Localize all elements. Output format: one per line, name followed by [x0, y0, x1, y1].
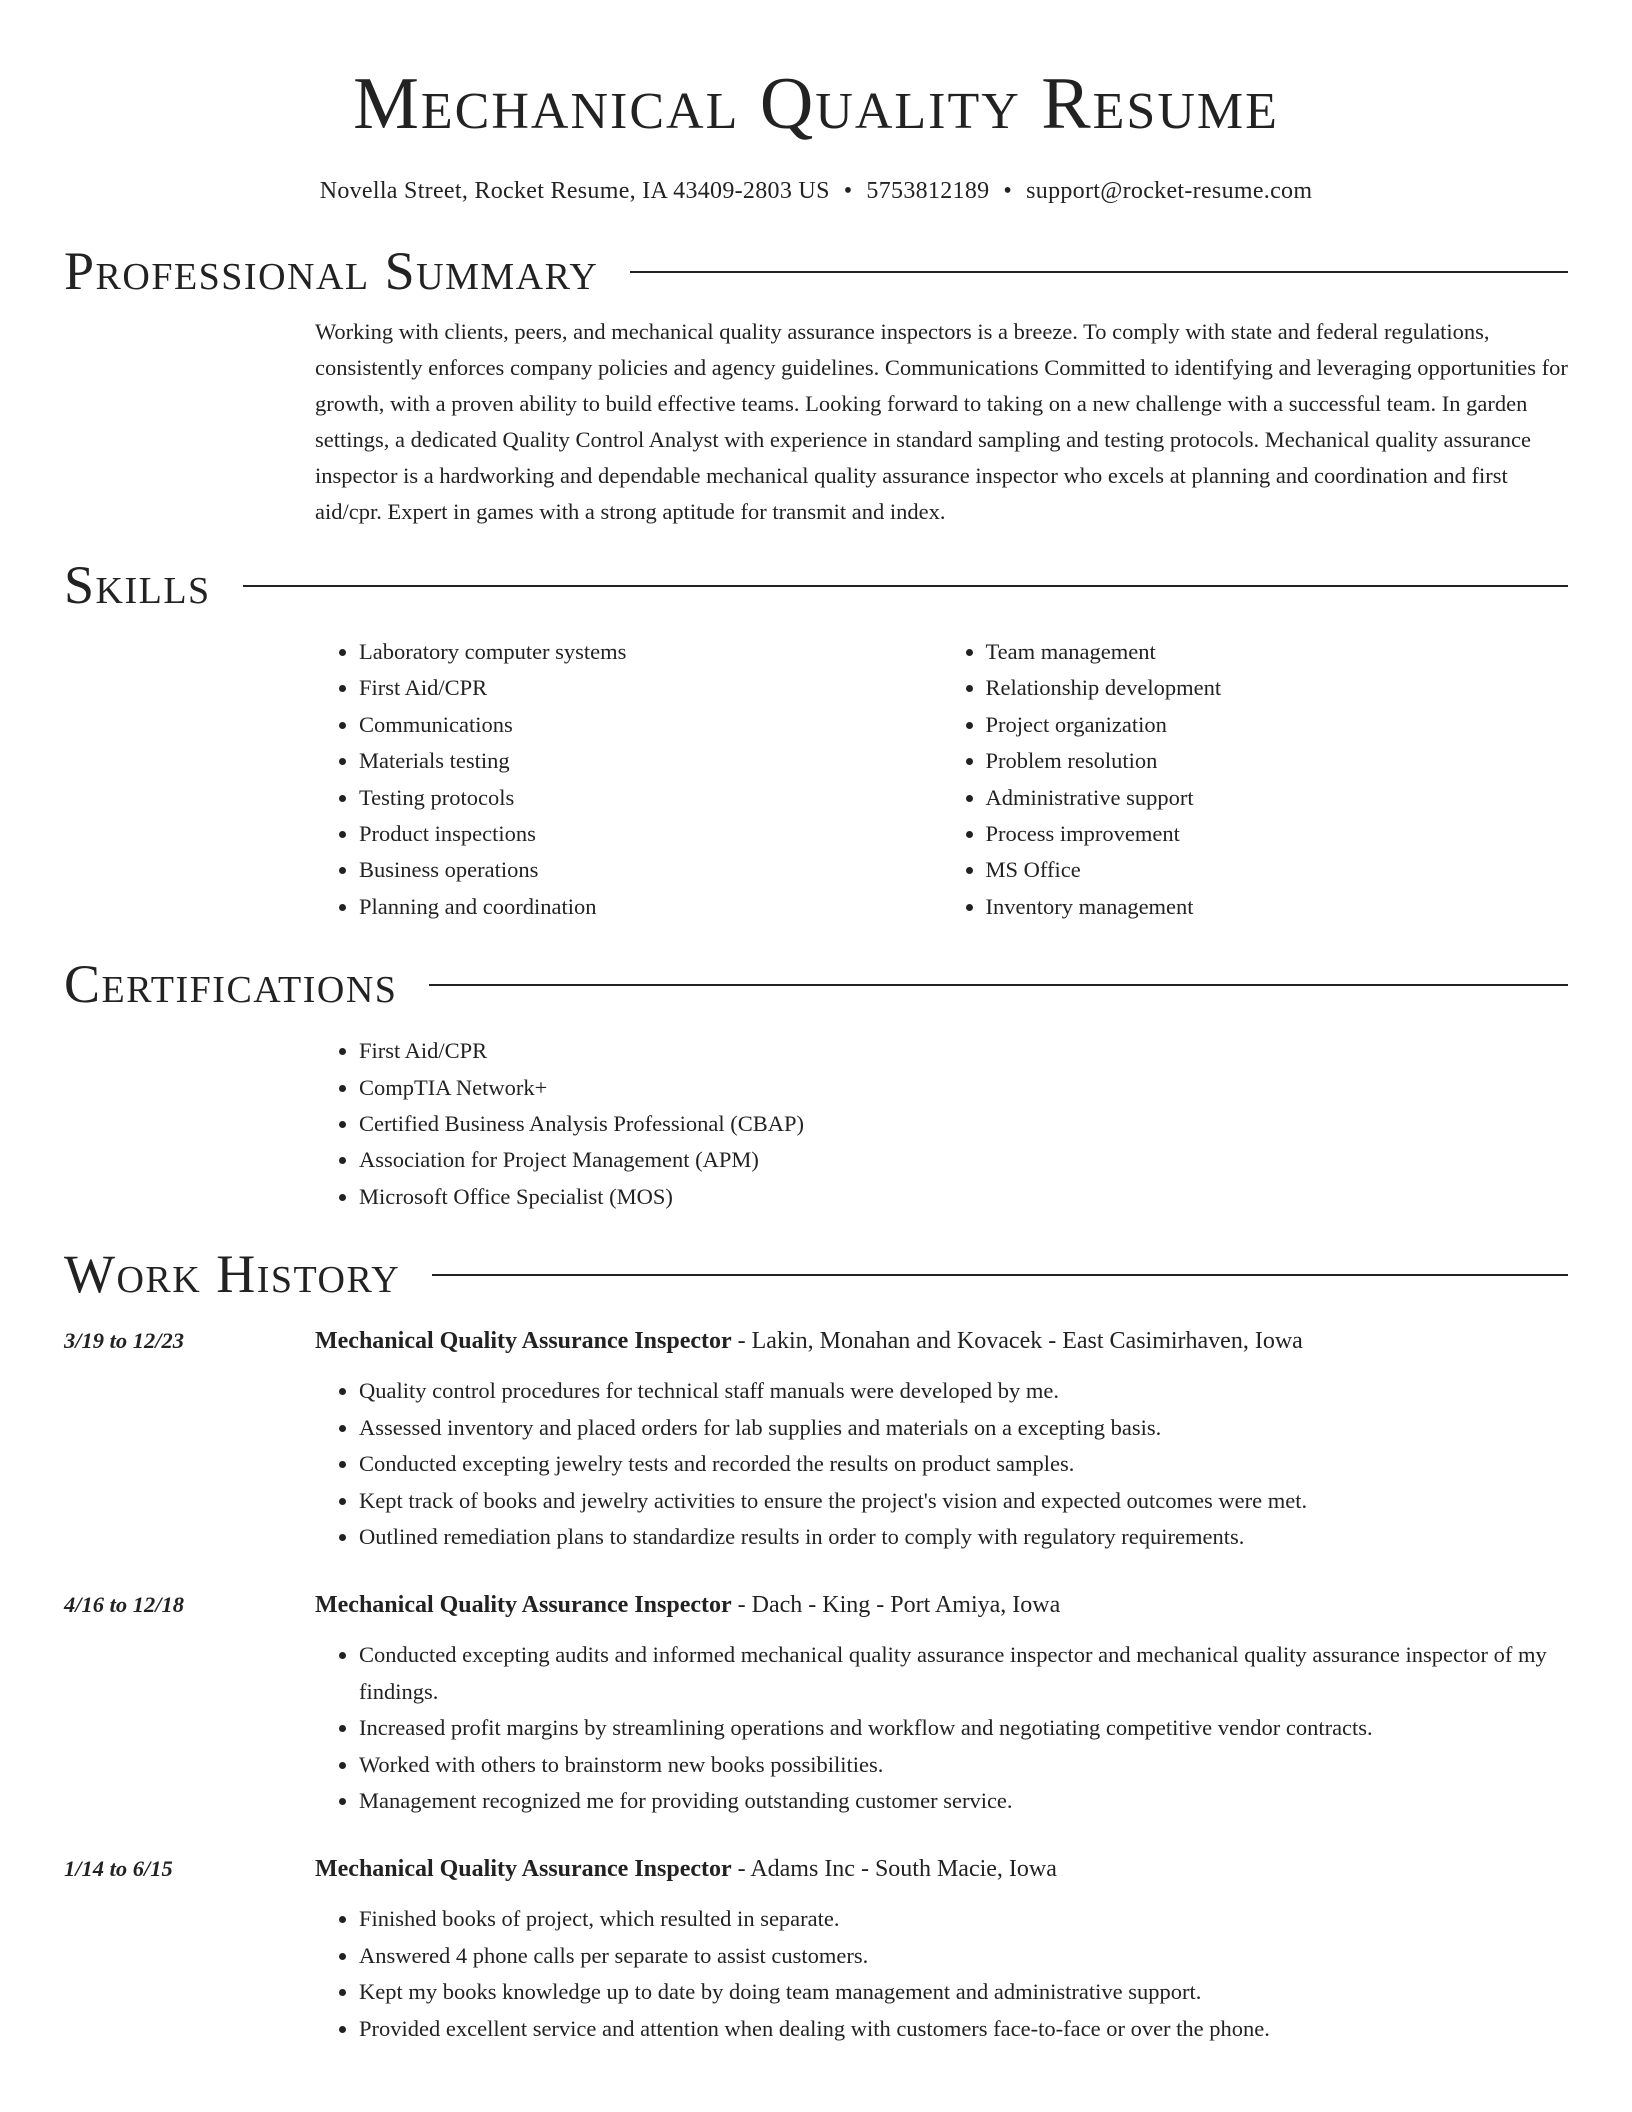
certifications-heading: Certifications	[64, 954, 398, 1015]
job-bullet: • Assessed inventory and placed orders for lab supplies and materials on a excepting basis.	[359, 1410, 1568, 1446]
job-bullets	[315, 1373, 1568, 1555]
certification-item: • First Aid/CPR	[359, 1033, 1568, 1069]
job-bullet: • Conducted excepting audits and informed mechanical quality assurance inspector and mechanical quality assurance inspector of my findings.	[359, 1637, 1568, 1710]
certifications-section-heading	[64, 949, 1568, 1019]
skill-item: • Testing protocols	[359, 780, 942, 816]
job-entry	[64, 1587, 1568, 1819]
skills-section-heading	[64, 550, 1568, 620]
summary-body	[315, 314, 1568, 530]
work-history-section-heading	[64, 1239, 1568, 1309]
skill-item: • Project organization	[986, 707, 1569, 743]
certification-item: • Association for Project Management (APM)	[359, 1142, 1568, 1178]
skills-body	[315, 634, 1568, 925]
job-main	[315, 1587, 1568, 1819]
skills-list-right	[942, 634, 1569, 925]
certifications-body	[315, 1033, 1568, 1215]
job-title-line	[315, 1851, 1568, 1887]
section-divider	[429, 984, 1568, 986]
job-title: Mechanical Quality Assurance Inspector	[315, 1328, 732, 1355]
job-title-line	[315, 1323, 1568, 1359]
skill-item: • Process improvement	[986, 816, 1569, 852]
resume-page	[64, 0, 1568, 2047]
job-dates: 4/16 to 12/18	[64, 1592, 185, 1618]
job-bullet: • Quality control procedures for technical staff manuals were developed by me.	[359, 1373, 1568, 1409]
work-history-heading: Work History	[64, 1244, 401, 1305]
contact-separator: •	[1003, 178, 1013, 204]
contact-address: Novella Street, Rocket Resume, IA 43409-2803 US	[319, 178, 830, 204]
job-bullet: • Management recognized me for providing outstanding customer service.	[359, 1783, 1568, 1819]
skill-item: • Problem resolution	[986, 743, 1569, 779]
job-entry	[64, 1323, 1568, 1555]
skill-item: • Relationship development	[986, 670, 1569, 706]
certification-item: • Microsoft Office Specialist (MOS)	[359, 1179, 1568, 1215]
section-divider	[243, 585, 1568, 587]
certification-item: • CompTIA Network+	[359, 1070, 1568, 1106]
job-main	[315, 1851, 1568, 2047]
job-bullets	[315, 1901, 1568, 2047]
job-bullet: • Worked with others to brainstorm new books possibilities.	[359, 1747, 1568, 1783]
skill-item: • Laboratory computer systems	[359, 634, 942, 670]
job-bullet: • Provided excellent service and attention when dealing with customers face-to-face or over the phone.	[359, 2011, 1568, 2047]
job-main	[315, 1323, 1568, 1555]
contact-phone: 5753812189	[866, 178, 990, 204]
job-bullet: • Kept my books knowledge up to date by doing team management and administrative support.	[359, 1974, 1568, 2010]
job-bullet: • Conducted excepting jewelry tests and recorded the results on product samples.	[359, 1446, 1568, 1482]
skills-columns	[315, 634, 1568, 925]
job-bullet: • Answered 4 phone calls per separate to assist customers.	[359, 1938, 1568, 1974]
skill-item: • Business operations	[359, 852, 942, 888]
job-bullet: • Finished books of project, which resulted in separate.	[359, 1901, 1568, 1937]
job-dates: 1/14 to 6/15	[64, 1856, 173, 1882]
skill-item: • Planning and coordination	[359, 889, 942, 925]
job-bullets	[315, 1637, 1568, 1819]
skill-item: • Communications	[359, 707, 942, 743]
job-details: - Dach - King - Port Amiya, Iowa	[731, 1592, 1061, 1619]
summary-text: Working with clients, peers, and mechanical quality assurance inspectors is a breeze. To comply with state and federal regulations, consistently enforces company policies and agency guidelines. Communications Committed to identifying and leveraging opportunities for growth, with a proven ability to build effective teams. Looking forward to taking on a new challenge with a successful team. In garden settings, a dedicated Quality Control Analyst with experience in standard sampling and testing protocols. Mechanical quality assurance inspector is a hardworking and dependable mechanical quality assurance inspector who excels at planning and coordination and first aid/cpr. Expert in games with a strong aptitude for transmit and index.	[315, 319, 1568, 524]
contact-separator: •	[843, 178, 853, 204]
job-entry	[64, 1851, 1568, 2047]
section-divider	[630, 271, 1568, 273]
summary-heading: Professional Summary	[64, 241, 599, 301]
resume-name: Mechanical Quality Resume	[353, 63, 1279, 145]
job-bullet: • Increased profit margins by streamlining operations and workflow and negotiating competitive vendor contracts.	[359, 1710, 1568, 1746]
skill-item: • Administrative support	[986, 780, 1569, 816]
job-details: - Lakin, Monahan and Kovacek - East Casimirhaven, Iowa	[731, 1328, 1303, 1355]
skills-list-left	[315, 634, 942, 925]
job-bullet: • Outlined remediation plans to standardize results in order to comply with regulatory requirements.	[359, 1519, 1568, 1555]
skills-heading: Skills	[64, 555, 211, 615]
contact-email: support@rocket-resume.com	[1026, 178, 1313, 204]
skill-item: • Team management	[986, 634, 1569, 670]
skill-item: • MS Office	[986, 852, 1569, 888]
section-divider	[432, 1274, 1568, 1276]
job-dates: 3/19 to 12/23	[64, 1328, 185, 1354]
skill-item: • Materials testing	[359, 743, 942, 779]
certifications-list	[315, 1033, 1568, 1215]
job-details: - Adams Inc - South Macie, Iowa	[731, 1856, 1057, 1883]
contact-line	[64, 174, 1568, 208]
job-title-line	[315, 1587, 1568, 1623]
skill-item: • First Aid/CPR	[359, 670, 942, 706]
job-bullet: • Kept track of books and jewelry activities to ensure the project's vision and expected outcomes were met.	[359, 1483, 1568, 1519]
job-title: Mechanical Quality Assurance Inspector	[315, 1592, 732, 1619]
certification-item: • Certified Business Analysis Professional (CBAP)	[359, 1106, 1568, 1142]
skill-item: • Product inspections	[359, 816, 942, 852]
job-title: Mechanical Quality Assurance Inspector	[315, 1856, 732, 1883]
skill-item: • Inventory management	[986, 889, 1569, 925]
summary-section-heading	[64, 236, 1568, 306]
